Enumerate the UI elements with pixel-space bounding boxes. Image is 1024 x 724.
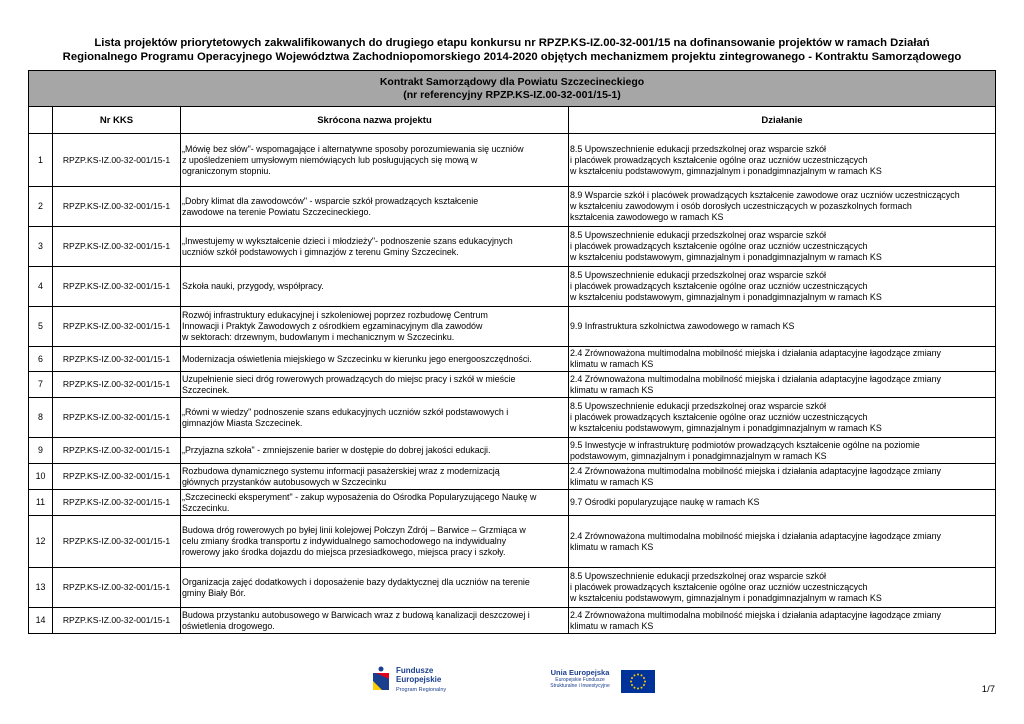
row-number: 13 [29,568,53,608]
table-row [29,227,996,267]
header-action: Działanie [569,107,996,134]
row-action: 8.5 Upowszechnienie edukacji przedszkolnej oraz wsparcie szkół i placówek prowadzących kształcenie ogólne oraz uczniów uczestniczących w kształceniu podstawowym, gimnazjalnym i ponadgimnazjalnym w ramach KS [569,568,996,608]
row-kks: RPZP.KS-IZ.00-32-001/15-1 [53,490,181,516]
row-kks: RPZP.KS-IZ.00-32-001/15-1 [53,134,181,187]
table-row [29,372,996,398]
table-row [29,307,996,347]
table-row [29,134,996,187]
row-project: „Szczecinecki eksperyment" - zakup wyposażenia do Ośrodka Popularyzującego Naukę w Szczecinku. [181,490,569,516]
row-project: Modernizacja oświetlenia miejskiego w Szczecinku w kierunku jego energooszczędności. [181,347,569,372]
row-action: 9.9 Infrastruktura szkolnictwa zawodowego w ramach KS [569,307,996,347]
fundusze-europejskie-logo [370,663,470,699]
document-title: Lista projektów priorytetowych zakwalifikowanych do drugiego etapu konkursu nr RPZP.KS-IZ.00-32-001/15 na dofinansowanie projektów w ramach Działań Regionalnego Programu Operacyjnego Województwa Zachodniopomorskiego 2014-2020 objętych mechanizmem projektu zintegrowanego - Kontraktu Samorządowego [62,37,962,63]
table-row [29,187,996,227]
row-kks: RPZP.KS-IZ.00-32-001/15-1 [53,398,181,438]
row-kks: RPZP.KS-IZ.00-32-001/15-1 [53,227,181,267]
row-project: Budowa dróg rowerowych po byłej linii kolejowej Połczyn Zdrój – Barwice – Grzmiąca w celu zmiany środka transportu z indywidualnego samochodowego na indywidualny rowerowy jako środka dojazdu do miejsca przesiadkowego, miejsca pracy i szkoły. [181,516,569,568]
table-row [29,438,996,464]
row-kks: RPZP.KS-IZ.00-32-001/15-1 [53,267,181,307]
row-number: 10 [29,464,53,490]
row-action: 9.5 Inwestycje w infrastrukturę podmiotów prowadzących kształcenie ogólne na poziomie podstawowym, gimnazjalnym i ponadgimnazjalnym w ramach KS [569,438,996,464]
row-action: 9.7 Ośrodki popularyzujące naukę w ramach KS [569,490,996,516]
row-number: 14 [29,608,53,634]
row-project: Budowa przystanku autobusowego w Barwicach wraz z budową kanalizacji deszczowej i oświetlenia drogowego. [181,608,569,634]
row-action: 8.5 Upowszechnienie edukacji przedszkolnej oraz wsparcie szkół i placówek prowadzących kształcenie ogólne oraz uczniów uczestniczących w kształceniu podstawowym, gimnazjalnym i ponadgimnazjalnym w ramach KS [569,398,996,438]
row-kks: RPZP.KS-IZ.00-32-001/15-1 [53,438,181,464]
row-number: 4 [29,267,53,307]
row-number: 12 [29,516,53,568]
page-number: 1/7 [981,684,995,695]
row-kks: RPZP.KS-IZ.00-32-001/15-1 [53,187,181,227]
row-project: „Przyjazna szkoła" - zmniejszenie barier w dostępie do dobrej jakości edukacji. [181,438,569,464]
row-kks: RPZP.KS-IZ.00-32-001/15-1 [53,307,181,347]
header-kks: Nr KKS [53,107,181,134]
row-number: 5 [29,307,53,347]
fe-logo-text: Fundusze Europejskie [396,666,442,684]
table-row [29,267,996,307]
row-kks: RPZP.KS-IZ.00-32-001/15-1 [53,372,181,398]
ue-logo-subtitle: Europejskie Fundusze Strukturalne i Inwestycyjne [550,677,610,689]
table-row [29,608,996,634]
table-header-row [29,107,996,134]
table-row [29,490,996,516]
row-number: 1 [29,134,53,187]
row-action: 2.4 Zrównoważona multimodalna mobilność miejska i działania adaptacyjne łagodzące zmiany klimatu w ramach KS [569,608,996,634]
row-number: 8 [29,398,53,438]
table-row [29,347,996,372]
row-kks: RPZP.KS-IZ.00-32-001/15-1 [53,464,181,490]
row-action: 2.4 Zrównoważona multimodalna mobilność miejska i działania adaptacyjne łagodzące zmiany klimatu w ramach KS [569,464,996,490]
row-number: 3 [29,227,53,267]
projects-table [28,70,996,634]
row-action: 2.4 Zrównoważona multimodalna mobilność miejska i działania adaptacyjne łagodzące zmiany klimatu w ramach KS [569,372,996,398]
row-kks: RPZP.KS-IZ.00-32-001/15-1 [53,608,181,634]
row-number: 9 [29,438,53,464]
eu-flag-icon [621,670,655,693]
row-project: Rozwój infrastruktury edukacyjnej i szkoleniowej poprzez rozbudowę Centrum Innowacji i Praktyk Zawodowych z ośrodkiem egzaminacyjnym dla zawodów w sektorach: drzewnym, budowlanym i mechanicznym w Szczecinku. [181,307,569,347]
row-project: Rozbudowa dynamicznego systemu informacji pasażerskiej wraz z modernizacją głównych przystanków autobusowych w Szczecinku [181,464,569,490]
table-row [29,464,996,490]
row-project: „Dobry klimat dla zawodowców" - wsparcie szkół prowadzących kształcenie zawodowe na terenie Powiatu Szczecineckiego. [181,187,569,227]
row-project: Organizacja zajęć dodatkowych i doposażenie bazy dydaktycznej dla uczniów na terenie gminy Biały Bór. [181,568,569,608]
table-row [29,398,996,438]
unia-europejska-logo [543,668,658,698]
footer-logos [0,663,1024,703]
row-action: 8.9 Wsparcie szkół i placówek prowadzących kształcenie zawodowe oraz uczniów uczestniczących w kształceniu zawodowym i osób dorosłych uczestniczących w pozaszkolnych formach kształcenia zawodowego w ramach KS [569,187,996,227]
row-number: 6 [29,347,53,372]
row-number: 11 [29,490,53,516]
row-action: 8.5 Upowszechnienie edukacji przedszkolnej oraz wsparcie szkół i placówek prowadzących kształcenie ogólne oraz uczniów uczestniczących w kształceniu podstawowym, gimnazjalnym i ponadgimnazjalnym w ramach KS [569,267,996,307]
row-kks: RPZP.KS-IZ.00-32-001/15-1 [53,568,181,608]
table-row [29,516,996,568]
header-num [29,107,53,134]
table-row [29,568,996,608]
row-project: Uzupełnienie sieci dróg rowerowych prowadzących do miejsc pracy i szkół w mieście Szczecinek. [181,372,569,398]
row-kks: RPZP.KS-IZ.00-32-001/15-1 [53,516,181,568]
row-project: „Mówię bez słów"- wspomagające i alternatywne sposoby porozumiewania się uczniów z upośledzeniem umysłowym niemówiących lub posługujących się mową w ograniczonym stopniu. [181,134,569,187]
row-action: 8.5 Upowszechnienie edukacji przedszkolnej oraz wsparcie szkół i placówek prowadzących kształcenie ogólne oraz uczniów uczestniczących w kształceniu podstawowym, gimnazjalnym i ponadgimnazjalnym w ramach KS [569,134,996,187]
row-project: „Równi w wiedzy" podnoszenie szans edukacyjnych uczniów szkół podstawowych i gimnazjów Miasta Szczecinek. [181,398,569,438]
row-kks: RPZP.KS-IZ.00-32-001/15-1 [53,347,181,372]
row-action: 2.4 Zrównoważona multimodalna mobilność miejska i działania adaptacyjne łagodzące zmiany klimatu w ramach KS [569,347,996,372]
row-project: „Inwestujemy w wykształcenie dzieci i młodzieży"- podnoszenie szans edukacyjnych uczniów szkół podstawowych i gimnazjów z terenu Gminy Szczecinek. [181,227,569,267]
row-action: 2.4 Zrównoważona multimodalna mobilność miejska i działania adaptacyjne łagodzące zmiany klimatu w ramach KS [569,516,996,568]
ue-logo-name: Unia Europejska [550,668,610,677]
row-action: 8.5 Upowszechnienie edukacji przedszkolnej oraz wsparcie szkół i placówek prowadzących kształcenie ogólne oraz uczniów uczestniczących w kształceniu podstawowym, gimnazjalnym i ponadgimnazjalnym w ramach KS [569,227,996,267]
contract-band: Kontrakt Samorządowy dla Powiatu Szczecineckiego (nr referencyjny RPZP.KS-IZ.00-32-001/15-1) [29,71,996,107]
fe-logo-subtitle: Program Regionalny [396,687,447,693]
fundusze-europejskie-icon [370,665,392,693]
row-project: Szkoła nauki, przygody, współpracy. [181,267,569,307]
header-project: Skrócona nazwa projektu [181,107,569,134]
row-number: 2 [29,187,53,227]
row-number: 7 [29,372,53,398]
